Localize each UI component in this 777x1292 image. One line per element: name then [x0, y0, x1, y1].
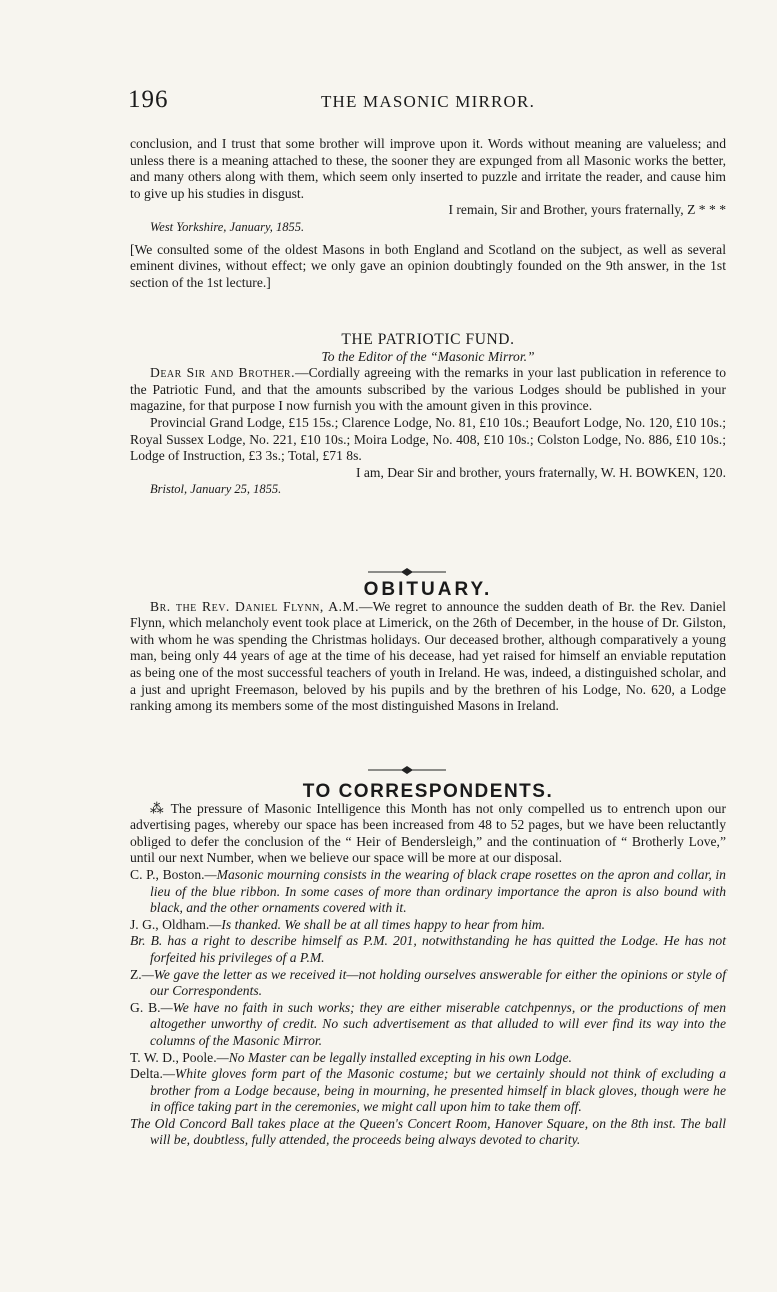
correspondent-reply: Br. B. has a right to describe himself as P.M. 201, notwithstanding he has quitted the Lodge. He has not forfeited his privileges of a P.M. — [130, 933, 726, 965]
correspondent-entry — [130, 967, 726, 1000]
correspondents-section — [130, 781, 726, 1149]
running-title: THE MASONIC MIRROR. — [320, 92, 536, 111]
correspondent-entry — [130, 1116, 726, 1149]
patriotic-body — [130, 365, 726, 415]
section-divider — [368, 566, 446, 578]
correspondent-name: G. B. — [130, 999, 161, 1015]
correspondents-intro: ⁂ The pressure of Masonic Intelligence this Month has not only compelled us to entrench upon our advertising pages, whereby our space has been increased from 48 to 52 pages, but we have been reluctantly obliged to defer the conclusion of the “ Heir of Bendersleigh,” and the continuation of “ Brotherly Love,” until our next Number, when we believe our space will be more at our disposal. — [130, 800, 726, 866]
correspondent-reply: —We have no faith in such works; they are either miserable catchpennys, or the productions of men altogether unworthy of credit. No such advertisement as that alluded to will ever find its way into the columns of the Masonic Mirror. — [150, 999, 726, 1048]
correspondents-title: TO CORRESPONDENTS. — [302, 781, 554, 802]
obituary-section — [130, 579, 726, 715]
correspondent-reply: —Is thanked. We shall be at all times happy to hear from him. — [209, 916, 546, 932]
letter-dateline: West Yorkshire, January, 1855. — [150, 219, 305, 234]
patriotic-fund-section — [130, 326, 726, 498]
letter-signoff: I remain, Sir and Brother, yours fraternally, Z * * * — [448, 202, 726, 218]
correspondent-name: T. W. D., Poole. — [130, 1049, 217, 1065]
patriotic-dateline: Bristol, January 25, 1855. — [150, 482, 282, 497]
obituary-body — [130, 599, 726, 715]
correspondent-entry — [130, 933, 726, 966]
correspondent-entry — [130, 1000, 726, 1050]
patriotic-fund-title: THE PATRIOTIC FUND. — [341, 331, 515, 348]
obituary-lead: Br. the Rev. Daniel Flynn, A.M. — [150, 598, 359, 614]
correspondent-reply: —No Master can be legally installed excepting in his own Lodge. — [216, 1049, 572, 1065]
correspondent-entry — [130, 917, 726, 934]
correspondent-name: C. P., Boston. — [130, 866, 205, 882]
editor-note: [We consulted some of the oldest Masons in both England and Scotland on the subject, as well as several eminent divines, without effect; we only gave an opinion doubtingly founded on the 9th answer, in the 1st section of the 1st lecture.] — [130, 241, 726, 290]
correspondent-name: Z. — [130, 966, 142, 982]
correspondent-name: J. G., Oldham. — [130, 916, 210, 932]
patriotic-signoff: I am, Dear Sir and brother, yours fraternally, W. H. BOWKEN, 120. — [355, 464, 726, 480]
obituary-title: OBITUARY. — [363, 579, 493, 600]
salutation: Dear Sir and Brother. — [150, 365, 295, 381]
letter-paragraph: conclusion, and I trust that some brother will improve upon it. Words without meaning are valueless; and unless there is a meaning attached to these, the sooner they are expunged from all Masonic works the better, and many others along with them, which seem only inserted to puzzle and irritate the reader, and cause him to give up his studies in disgust. — [130, 136, 726, 201]
correspondent-reply: —White gloves form part of the Masonic costume; but we certainly should not think of excluding a brother from a Lodge because, being in mourning, he presented himself in black gloves, though were he in office taking part in the ceremonies, we might call upon him to take them off. — [150, 1066, 726, 1115]
correspondent-reply: —Masonic mourning consists in the wearing of black crape rosettes on the apron and collar, in lieu of the blue ribbon. In some cases of more than ordinary importance the apron is also bound with black, and the other ornaments covered with it. — [150, 866, 726, 916]
correspondent-name: Delta. — [130, 1066, 163, 1082]
page-number: 196 — [128, 86, 169, 113]
letter-section — [130, 136, 726, 291]
correspondent-reply: —We gave the letter as we received it—not holding ourselves answerable for either the opinions or style of our Correspondents. — [141, 966, 726, 999]
obituary-text: —We regret to announce the sudden death of Br. the Rev. Daniel Flynn, which melancholy event took place at Limerick, on the 26th of December, in the house of Dr. Gilston, with whom he was spending the Christmas holidays. Our deceased brother, although comparatively a young man, being only 44 years of age at the time of his decease, had yet raised for himself an enviable reputation as being one of the most successful teachers of youth in Ireland. He was, indeed, a distinguished scholar, and a just and upright Freemason, beloved by his pupils and by the brethren of his Lodge, No. 620, a Lodge ranking among its members some of the most distinguished Masons in Ireland. — [130, 598, 726, 714]
patriotic-body-text: —Cordially agreeing with the remarks in your last publication in reference to the Patriotic Fund, and that the amounts subscribed by the various Lodges should be published in your magazine, for that purpose I now furnish you with the amount given in this province. — [130, 365, 726, 414]
page-header — [128, 86, 728, 116]
section-divider — [368, 764, 446, 776]
correspondent-entry — [130, 1050, 726, 1067]
correspondent-entry — [130, 867, 726, 917]
correspondent-reply: The Old Concord Ball takes place at the Queen's Concert Room, Hanover Square, on the 8th inst. The ball will be, doubtless, fully attended, the proceeds being always devoted to charity. — [130, 1115, 726, 1148]
correspondent-entry — [130, 1066, 726, 1116]
subscription-list: Provincial Grand Lodge, £15 15s.; Clarence Lodge, No. 81, £10 10s.; Beaufort Lodge, No. 120, £10 10s.; Royal Sussex Lodge, No. 221, £10 10s.; Moira Lodge, No. 408, £10 10s.; Colston Lodge, No. 886, £10 10s.; Lodge of Instruction, £3 3s.; Total, £71 8s. — [130, 414, 726, 464]
to-editor-line: To the Editor of the “Masonic Mirror.” — [321, 348, 535, 364]
